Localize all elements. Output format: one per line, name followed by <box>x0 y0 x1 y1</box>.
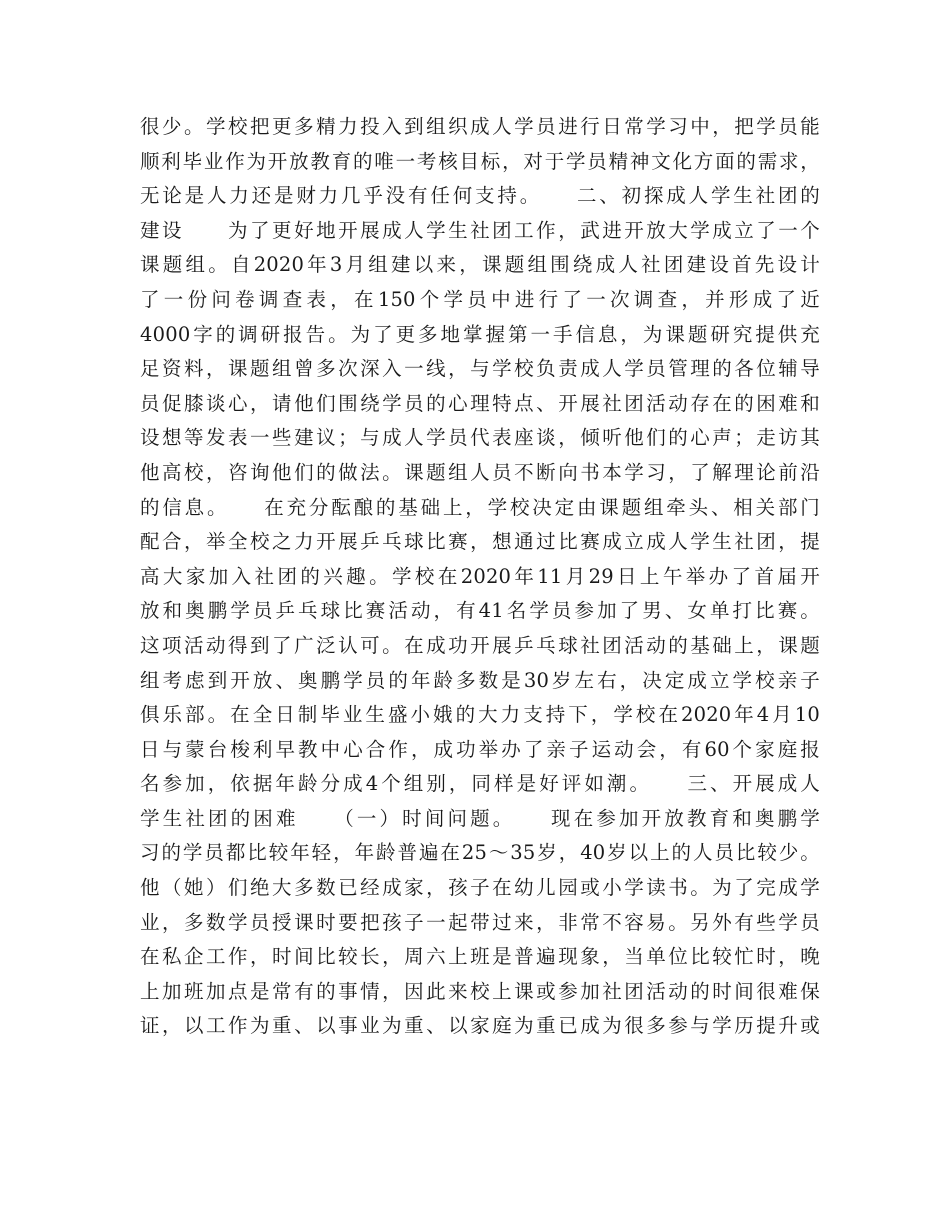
text-line: 放和奥鹏学员乒乓球比赛活动，有41名学员参加了男、女单打比赛。 <box>140 599 820 623</box>
text-line: 日与蒙台梭利早教中心合作，成功举办了亲子运动会，有60个家庭报 <box>140 737 820 761</box>
text-line: 很少。学校把更多精力投入到组织成人学员进行日常学习中，把学员能 <box>140 115 820 138</box>
text-line: 这项活动得到了广泛认可。在成功开展乒乓球社团活动的基础上，课题 <box>140 633 820 657</box>
text-line: 4000字的调研报告。为了更多地掌握第一手信息，为课题研究提供充 <box>140 322 820 346</box>
text-line: 名参加，依据年龄分成4个组别，同样是好评如潮。 三、开展成人 <box>140 772 820 796</box>
text-line: 顺利毕业作为开放教育的唯一考核目标，对于学员精神文化方面的需求， <box>140 149 820 173</box>
text-line: 习的学员都比较年轻，年龄普遍在25～35岁，40岁以上的人员比较少。 <box>140 841 820 865</box>
text-line: 设想等发表一些建议；与成人学员代表座谈，倾听他们的心声；走访其 <box>140 426 820 450</box>
text-line: 高大家加入社团的兴趣。学校在2020年11月29日上午举办了首届开 <box>140 564 820 588</box>
text-line: 的信息。 在充分酝酿的基础上，学校决定由课题组牵头、相关部门 <box>140 495 820 519</box>
text-line: 在私企工作，时间比较长，周六上班是普遍现象，当单位比较忙时，晚 <box>140 945 820 969</box>
text-line: 学生社团的困难 （一）时间问题。 现在参加开放教育和奥鹏学 <box>140 806 820 830</box>
text-line: 业，多数学员授课时要把孩子一起带过来，非常不容易。另外有些学员 <box>140 910 820 934</box>
text-line: 他高校，咨询他们的做法。课题组人员不断向书本学习，了解理论前沿 <box>140 460 820 484</box>
text-line: 证，以工作为重、以事业为重、以家庭为重已成为很多参与学历提升或 <box>140 1014 820 1038</box>
body-text <box>140 110 820 1044</box>
text-line: 上加班加点是常有的事情，因此来校上课或参加社团活动的时间很难保 <box>140 979 820 1003</box>
text-line: 员促膝谈心，请他们围绕学员的心理特点、开展社团活动存在的困难和 <box>140 391 820 415</box>
text-line: 建设 为了更好地开展成人学生社团工作，武进开放大学成立了一个 <box>140 218 820 242</box>
text-line: 无论是人力还是财力几乎没有任何支持。 二、初探成人学生社团的 <box>140 184 820 208</box>
text-line: 组考虑到开放、奥鹏学员的年龄多数是30岁左右，决定成立学校亲子 <box>140 668 820 692</box>
text-line: 足资料，课题组曾多次深入一线，与学校负责成人学员管理的各位辅导 <box>140 357 820 381</box>
text-line: 俱乐部。在全日制毕业生盛小娥的大力支持下，学校在2020年4月10 <box>140 703 820 727</box>
text-line: 了一份问卷调查表，在150个学员中进行了一次调查，并形成了近 <box>140 287 820 311</box>
text-line: 配合，举全校之力开展乒乓球比赛，想通过比赛成立成人学生社团，提 <box>140 530 820 554</box>
text-line: 他（她）们绝大多数已经成家，孩子在幼儿园或小学读书。为了完成学 <box>140 876 820 900</box>
text-line: 课题组。自2020年3月组建以来，课题组围绕成人社团建设首先设计 <box>140 253 820 277</box>
